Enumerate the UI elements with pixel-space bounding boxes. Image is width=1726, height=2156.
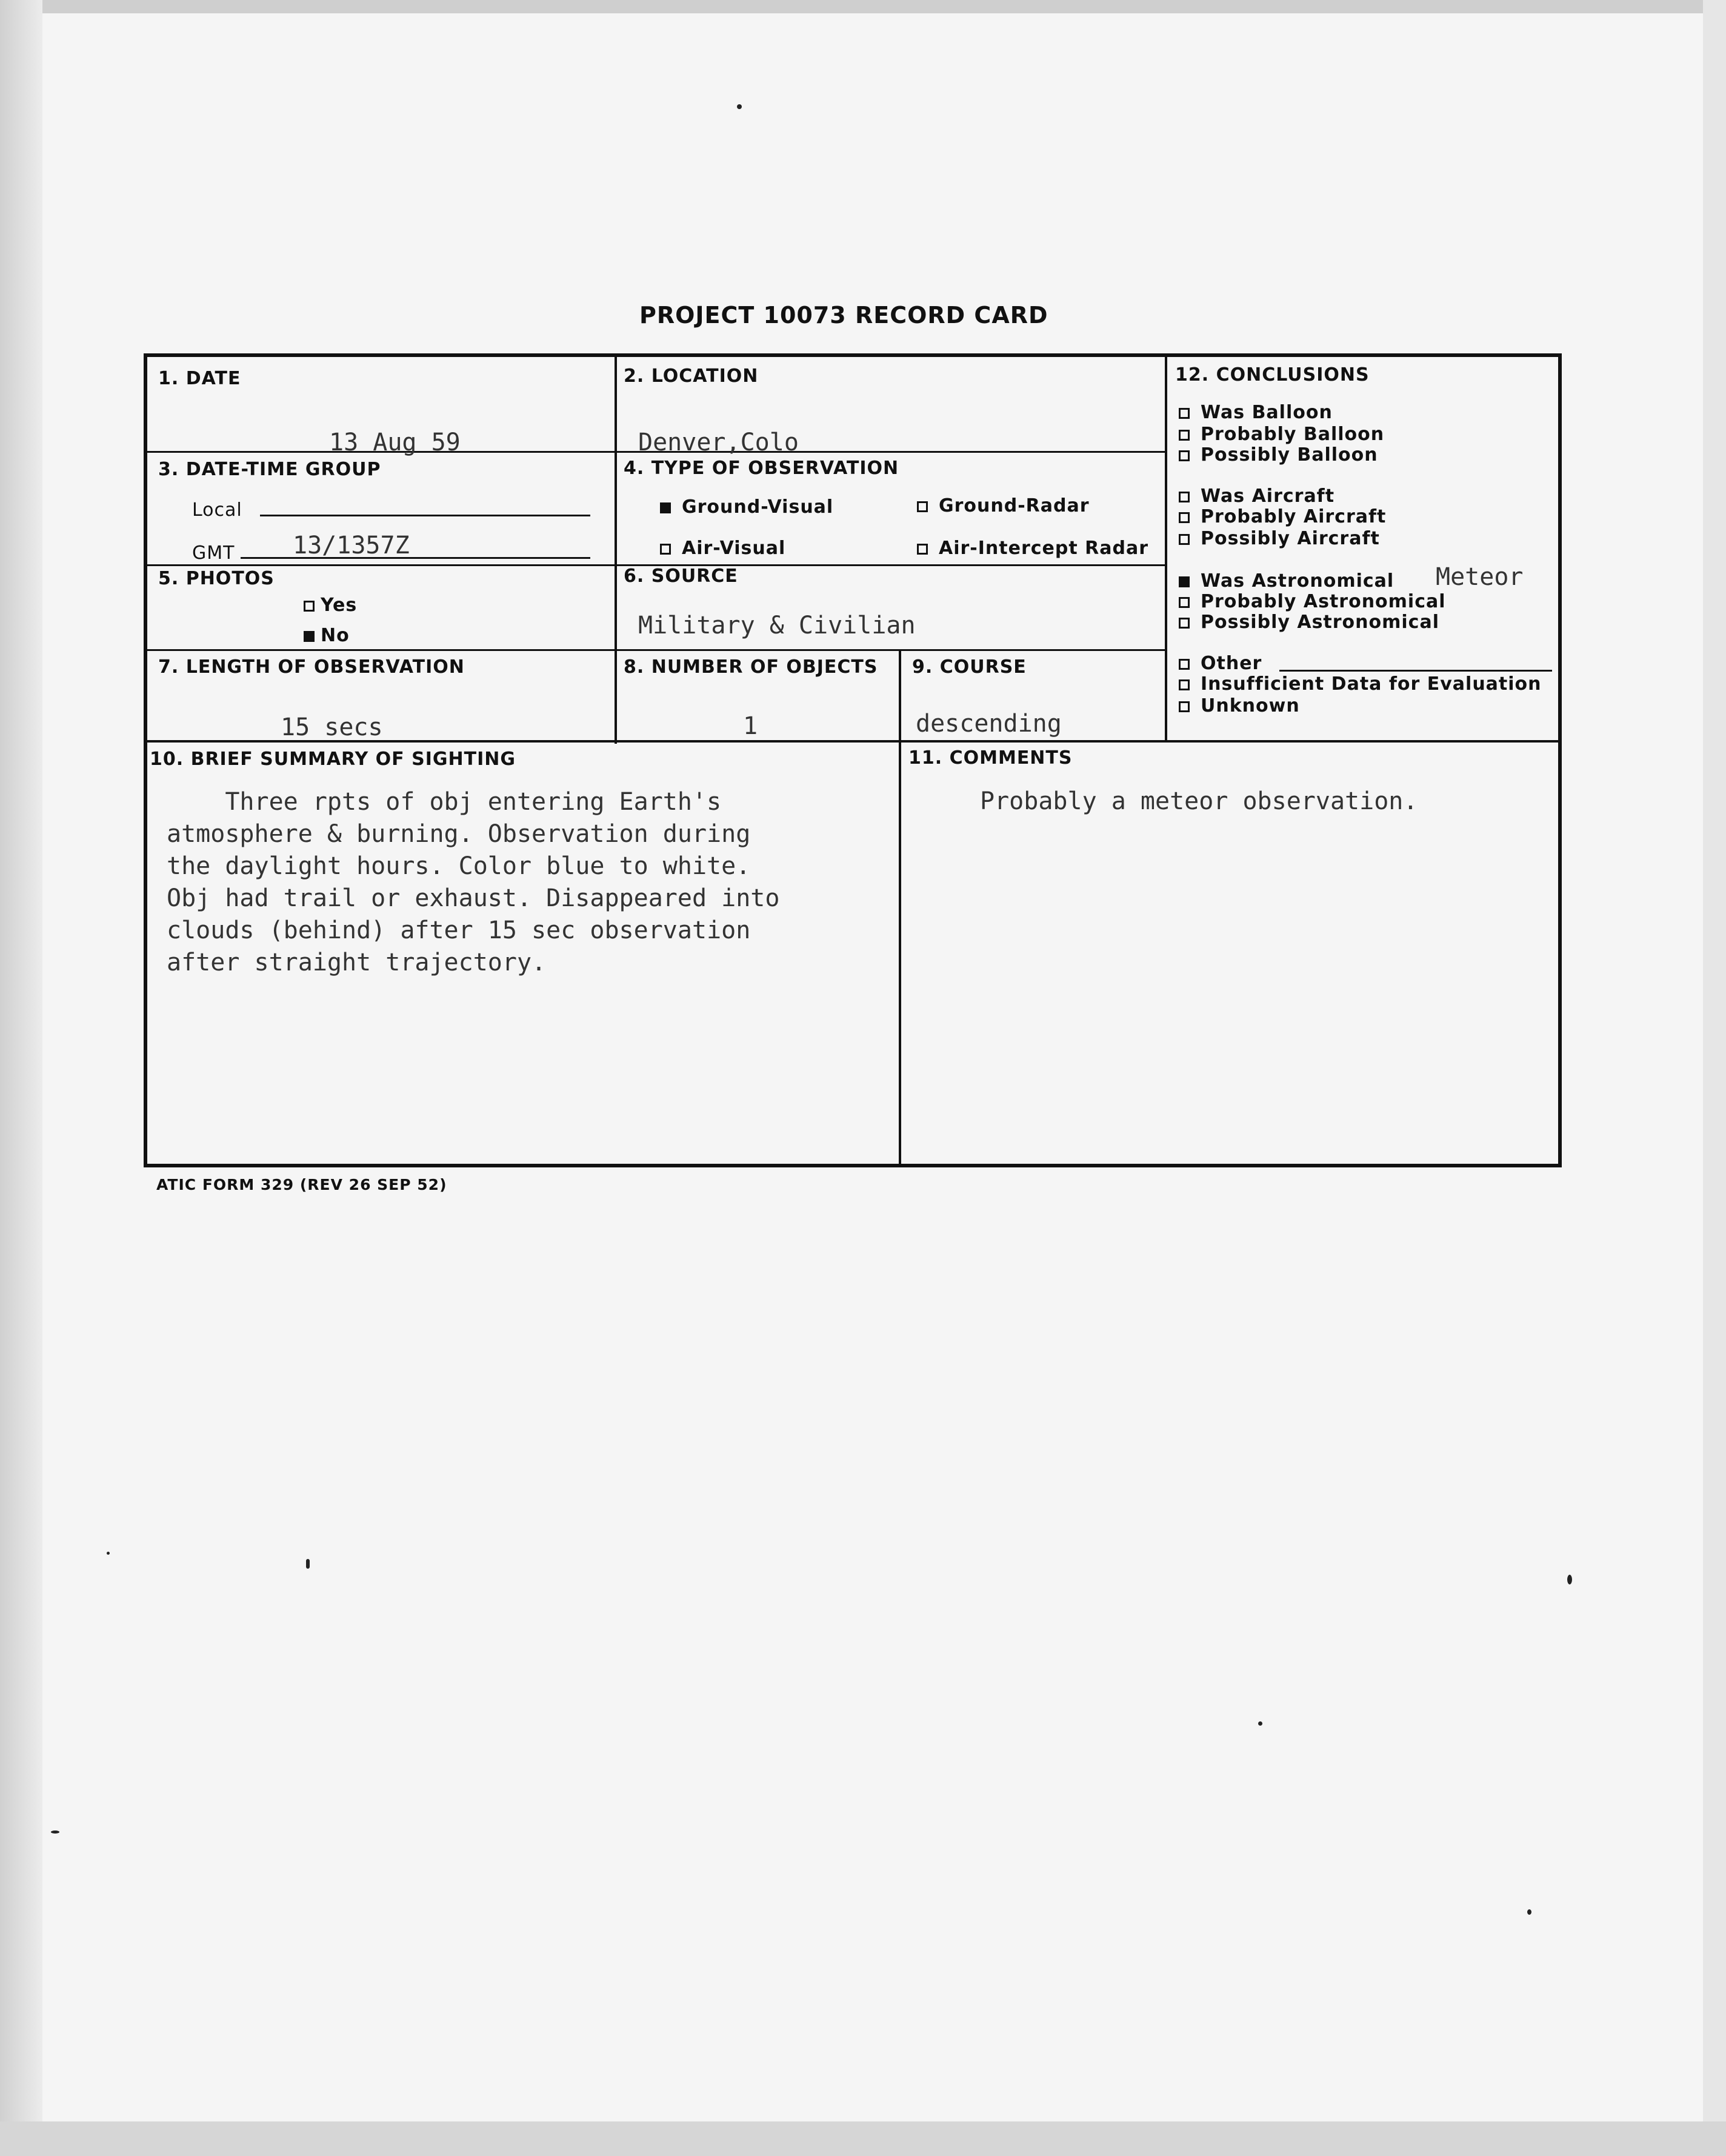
checkbox-icon bbox=[1179, 408, 1190, 419]
divider-col-conclusions bbox=[1165, 357, 1167, 740]
length-value: 15 secs bbox=[281, 713, 383, 741]
date-label: 1. DATE bbox=[158, 368, 241, 389]
checkbox-icon bbox=[1179, 597, 1190, 608]
comments-label: 11. COMMENTS bbox=[908, 747, 1073, 769]
date-value: 13 Aug 59 bbox=[329, 429, 461, 456]
dtg-gmt-label: GMT bbox=[192, 542, 235, 564]
checkbox-icon bbox=[1179, 534, 1190, 545]
checkbox-icon bbox=[304, 631, 315, 642]
conclusion-other-line bbox=[1279, 670, 1552, 672]
checkbox-icon bbox=[1179, 659, 1190, 670]
photos-yes[interactable]: Yes bbox=[304, 595, 357, 616]
conclusion-annotation: Meteor bbox=[1436, 563, 1524, 591]
dtg-gmt-value: 13/1357Z bbox=[293, 532, 410, 559]
obs-air-visual[interactable]: Air-Visual bbox=[660, 538, 785, 559]
obs-air-intercept-radar[interactable]: Air-Intercept Radar bbox=[917, 538, 1148, 559]
course-value: descending bbox=[916, 710, 1062, 738]
source-value: Military & Civilian bbox=[638, 612, 916, 639]
conclusion-probably-balloon[interactable]: Probably Balloon bbox=[1179, 424, 1384, 445]
divider-row3 bbox=[147, 649, 1165, 651]
objects-label: 8. NUMBER OF OBJECTS bbox=[624, 656, 878, 678]
record-card bbox=[144, 353, 1562, 1167]
obs-ground-visual[interactable]: Ground-Visual bbox=[660, 496, 833, 518]
scan-speck bbox=[737, 104, 742, 109]
location-label: 2. LOCATION bbox=[624, 365, 759, 387]
conclusion-other[interactable]: Other bbox=[1179, 653, 1262, 674]
scan-speck bbox=[1567, 1575, 1572, 1584]
checkbox-icon bbox=[1179, 492, 1190, 502]
conclusions-label: 12. CONCLUSIONS bbox=[1175, 364, 1370, 385]
conclusion-unknown[interactable]: Unknown bbox=[1179, 695, 1300, 716]
conclusion-possibly-astronomical[interactable]: Possibly Astronomical bbox=[1179, 612, 1439, 633]
conclusion-was-aircraft[interactable]: Was Aircraft bbox=[1179, 486, 1334, 507]
dtg-local-line bbox=[260, 515, 590, 516]
conclusion-possibly-aircraft[interactable]: Possibly Aircraft bbox=[1179, 528, 1380, 549]
photos-no[interactable]: No bbox=[304, 625, 350, 646]
scan-speck bbox=[107, 1552, 110, 1555]
photos-label: 5. PHOTOS bbox=[158, 568, 275, 589]
summary-line: clouds (behind) after 15 sec observation bbox=[167, 916, 751, 944]
card-title: PROJECT 10073 RECORD CARD bbox=[639, 302, 1048, 329]
checkbox-icon bbox=[304, 601, 315, 612]
divider-col1 bbox=[615, 357, 617, 744]
comments-value: Probably a meteor observation. bbox=[980, 787, 1418, 815]
summary-line: after straight trajectory. bbox=[167, 949, 547, 976]
dtg-local-label: Local bbox=[192, 499, 242, 521]
scan-edge-bottom bbox=[0, 2121, 1726, 2156]
obs-ground-radar[interactable]: Ground-Radar bbox=[917, 495, 1090, 516]
scan-speck bbox=[1258, 1721, 1262, 1726]
checkbox-icon bbox=[660, 502, 671, 513]
conclusion-was-balloon[interactable]: Was Balloon bbox=[1179, 402, 1333, 423]
course-label: 9. COURSE bbox=[912, 656, 1027, 678]
conclusion-insufficient-data[interactable]: Insufficient Data for Evaluation bbox=[1179, 673, 1542, 695]
checkbox-icon bbox=[1179, 701, 1190, 712]
conclusion-probably-aircraft[interactable]: Probably Aircraft bbox=[1179, 506, 1386, 527]
checkbox-icon bbox=[1179, 679, 1190, 690]
summary-line: atmosphere & burning. Observation during bbox=[167, 820, 751, 848]
summary-label: 10. BRIEF SUMMARY OF SIGHTING bbox=[150, 749, 516, 770]
scan-speck bbox=[1527, 1909, 1531, 1915]
checkbox-icon bbox=[917, 544, 928, 555]
checkbox-icon bbox=[1179, 576, 1190, 587]
location-value: Denver,Colo bbox=[638, 429, 799, 456]
checkbox-icon bbox=[660, 544, 671, 555]
scan-edge-right bbox=[1703, 0, 1726, 2156]
form-footer: ATIC FORM 329 (REV 26 SEP 52) bbox=[156, 1176, 447, 1193]
summary-line: the daylight hours. Color blue to white. bbox=[167, 852, 751, 880]
dtg-label: 3. DATE-TIME GROUP bbox=[158, 459, 381, 480]
length-label: 7. LENGTH OF OBSERVATION bbox=[158, 656, 465, 678]
checkbox-icon bbox=[1179, 618, 1190, 629]
conclusion-was-astronomical[interactable]: Was Astronomical bbox=[1179, 570, 1394, 592]
checkbox-icon bbox=[917, 501, 928, 512]
objects-value: 1 bbox=[743, 712, 758, 740]
scan-speck bbox=[51, 1831, 59, 1834]
conclusion-probably-astronomical[interactable]: Probably Astronomical bbox=[1179, 591, 1446, 612]
summary-text bbox=[167, 786, 779, 979]
conclusion-possibly-balloon[interactable]: Possibly Balloon bbox=[1179, 444, 1378, 466]
checkbox-icon bbox=[1179, 430, 1190, 441]
scan-speck bbox=[306, 1559, 310, 1569]
divider-col-mid bbox=[899, 649, 901, 1164]
summary-line: Three rpts of obj entering Earth's bbox=[167, 788, 722, 816]
scan-edge-top bbox=[0, 0, 1726, 13]
checkbox-icon bbox=[1179, 450, 1190, 461]
source-label: 6. SOURCE bbox=[624, 566, 738, 587]
obs-type-label: 4. TYPE OF OBSERVATION bbox=[624, 458, 899, 479]
scan-edge-left bbox=[0, 0, 42, 2156]
summary-line: Obj had trail or exhaust. Disappeared into bbox=[167, 884, 780, 912]
checkbox-icon bbox=[1179, 512, 1190, 523]
